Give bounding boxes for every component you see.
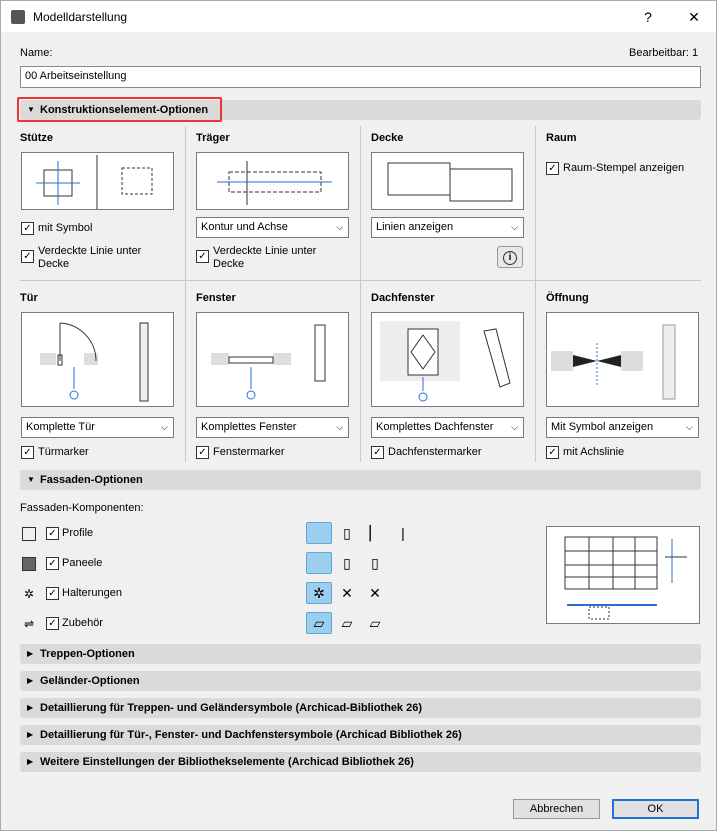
column-symbol-label: mit Symbol xyxy=(38,222,93,234)
accessory-icon: ⇌ xyxy=(23,617,35,631)
section-stairs[interactable] xyxy=(20,644,701,664)
column-hidden-line-checkbox[interactable]: ✓ xyxy=(21,250,34,263)
chevron-down-icon: ▼ xyxy=(27,105,35,114)
column-symbol-icon xyxy=(22,153,175,211)
facade-symbol-icon xyxy=(547,527,701,625)
profile-detail-line-button[interactable]: | xyxy=(401,525,405,541)
divider xyxy=(185,126,186,462)
skylight-title: Dachfenster xyxy=(371,292,435,304)
door-marker-label: Türmarker xyxy=(38,446,89,458)
profile-detail-medium-button[interactable]: ▯ xyxy=(343,525,351,541)
profile-detail-simple-button[interactable]: ▏ xyxy=(369,525,381,541)
slab-display-value: Linien anzeigen xyxy=(376,221,454,233)
slab-title: Decke xyxy=(371,132,404,144)
section-construction-label: Konstruktionselement-Optionen xyxy=(40,104,209,116)
door-preview xyxy=(21,312,174,407)
opening-title: Öffnung xyxy=(546,292,589,304)
skylight-display-value: Komplettes Dachfenster xyxy=(376,421,494,433)
skylight-marker-label: Dachfenstermarker xyxy=(388,446,482,458)
window-display-select[interactable] xyxy=(196,417,349,438)
divider xyxy=(360,126,361,462)
section-detail-doors[interactable] xyxy=(20,725,701,745)
slab-symbol-icon xyxy=(372,153,525,211)
window-marker-checkbox[interactable]: ✓ xyxy=(196,446,209,459)
beam-preview xyxy=(196,152,349,210)
chevron-down-icon: ⌵ xyxy=(511,422,518,432)
profile-detail-full-button[interactable] xyxy=(306,522,332,544)
accessory-detail-simple-button[interactable]: ▱ xyxy=(369,615,381,631)
door-marker-checkbox[interactable]: ✓ xyxy=(21,446,34,459)
facade-bracket-checkbox[interactable]: ✓ xyxy=(46,587,59,600)
beam-display-select[interactable] xyxy=(196,217,349,238)
section-railing-label: Geländer-Optionen xyxy=(40,675,140,687)
facade-bracket-label: Halterungen xyxy=(62,587,122,599)
chevron-down-icon: ⌵ xyxy=(686,422,693,432)
editable-count: Bearbeitbar: 1 xyxy=(629,47,699,59)
opening-symbol-icon xyxy=(547,313,700,408)
section-library-label: Weitere Einstellungen der Bibliothekselemente (Archicad Bibliothek 26) xyxy=(40,756,414,768)
window-title: Modelldarstellung xyxy=(33,10,128,24)
chevron-down-icon: ▼ xyxy=(27,475,35,484)
chevron-right-icon: ▶ xyxy=(27,703,34,712)
opening-display-select[interactable] xyxy=(546,417,699,438)
skylight-marker-checkbox[interactable]: ✓ xyxy=(371,446,384,459)
opening-preview xyxy=(546,312,699,407)
panel-detail-medium-button[interactable]: ▯ xyxy=(343,555,351,571)
chevron-down-icon: ⌵ xyxy=(336,222,343,232)
section-library[interactable] xyxy=(20,752,701,772)
divider xyxy=(535,126,536,462)
chevron-down-icon: ⌵ xyxy=(511,222,518,232)
door-display-select[interactable] xyxy=(21,417,174,438)
ok-button[interactable]: OK xyxy=(612,799,699,819)
facade-profile-label: Profile xyxy=(62,527,94,539)
bracket-detail-medium-button[interactable]: ✕ xyxy=(341,585,353,601)
close-button[interactable]: ✕ xyxy=(688,9,700,25)
cancel-button[interactable]: Abbrechen xyxy=(513,799,600,819)
name-label: Name: xyxy=(20,47,53,59)
bracket-detail-full-button[interactable]: ✲ xyxy=(306,582,332,604)
zone-title: Raum xyxy=(546,132,577,144)
chevron-down-icon: ⌵ xyxy=(336,422,343,432)
skylight-preview xyxy=(371,312,524,407)
facade-accessory-checkbox[interactable]: ✓ xyxy=(46,617,59,630)
app-icon xyxy=(11,10,25,24)
column-symbol-checkbox[interactable]: ✓ xyxy=(21,222,34,235)
opening-display-value: Mit Symbol anzeigen xyxy=(551,421,654,433)
section-facade-label: Fassaden-Optionen xyxy=(40,474,143,486)
beam-display-value: Kontur und Achse xyxy=(201,221,288,233)
window-symbol-icon xyxy=(197,313,350,408)
beam-title: Träger xyxy=(196,132,230,144)
slab-preview xyxy=(371,152,524,210)
column-title: Stütze xyxy=(20,132,53,144)
window-marker-label: Fenstermarker xyxy=(213,446,285,458)
accessory-detail-full-button[interactable]: ▱ xyxy=(306,612,332,634)
chevron-down-icon: ⌵ xyxy=(161,422,168,432)
panel-icon xyxy=(22,557,36,571)
facade-profile-checkbox[interactable]: ✓ xyxy=(46,527,59,540)
beam-symbol-icon xyxy=(197,153,350,211)
panel-detail-full-button[interactable] xyxy=(306,552,332,574)
door-title: Tür xyxy=(20,292,38,304)
info-icon: i xyxy=(503,251,517,265)
door-symbol-icon xyxy=(22,313,175,408)
section-detail-stairs[interactable] xyxy=(20,698,701,718)
facade-panel-checkbox[interactable]: ✓ xyxy=(46,557,59,570)
skylight-symbol-icon xyxy=(372,313,525,408)
column-hidden-line-label: Verdeckte Linie unter Decke xyxy=(38,245,142,270)
slab-info-button[interactable] xyxy=(497,246,523,268)
chevron-right-icon: ▶ xyxy=(27,676,34,685)
beam-hidden-line-label: Verdeckte Linie unter Decke xyxy=(213,245,317,270)
skylight-display-select[interactable] xyxy=(371,417,524,438)
column-preview xyxy=(21,152,174,210)
panel-detail-simple-button[interactable]: ▯ xyxy=(371,555,379,571)
divider xyxy=(20,280,701,281)
section-railing[interactable] xyxy=(20,671,701,691)
facade-accessory-label: Zubehör xyxy=(62,617,103,629)
facade-panel-label: Paneele xyxy=(62,557,103,569)
accessory-detail-medium-button[interactable]: ▱ xyxy=(341,615,353,631)
window-display-value: Komplettes Fenster xyxy=(201,421,297,433)
beam-hidden-line-checkbox[interactable]: ✓ xyxy=(196,250,209,263)
opening-axis-label: mit Achslinie xyxy=(563,446,625,458)
chevron-right-icon: ▶ xyxy=(27,649,34,658)
facade-components-label: Fassaden-Komponenten: xyxy=(20,502,144,514)
window-title-cell: Fenster xyxy=(196,292,236,304)
section-highlight xyxy=(17,97,222,122)
window-preview xyxy=(196,312,349,407)
profile-icon xyxy=(22,527,36,541)
door-display-value: Komplette Tür xyxy=(26,421,95,433)
name-input[interactable]: 00 Arbeitseinstellung xyxy=(20,66,701,88)
bracket-icon: ✲ xyxy=(23,587,35,601)
facade-preview xyxy=(546,526,700,624)
title-bar xyxy=(0,0,717,32)
section-stairs-label: Treppen-Optionen xyxy=(40,648,135,660)
zone-stamp-label: Raum-Stempel anzeigen xyxy=(563,162,685,174)
chevron-right-icon: ▶ xyxy=(27,730,34,739)
section-facade[interactable] xyxy=(20,470,701,490)
bracket-detail-simple-button[interactable]: ✕ xyxy=(369,585,381,601)
zone-stamp-checkbox[interactable]: ✓ xyxy=(546,162,559,175)
help-button[interactable]: ? xyxy=(644,9,652,25)
chevron-right-icon: ▶ xyxy=(27,757,34,766)
opening-axis-checkbox[interactable]: ✓ xyxy=(546,446,559,459)
slab-display-select[interactable] xyxy=(371,217,524,238)
section-detail-doors-label: Detaillierung für Tür-, Fenster- und Dachfenstersymbole (Archicad Bibliothek 26) xyxy=(40,729,462,741)
section-detail-stairs-label: Detaillierung für Treppen- und Geländersymbole (Archicad-Bibliothek 26) xyxy=(40,702,423,714)
